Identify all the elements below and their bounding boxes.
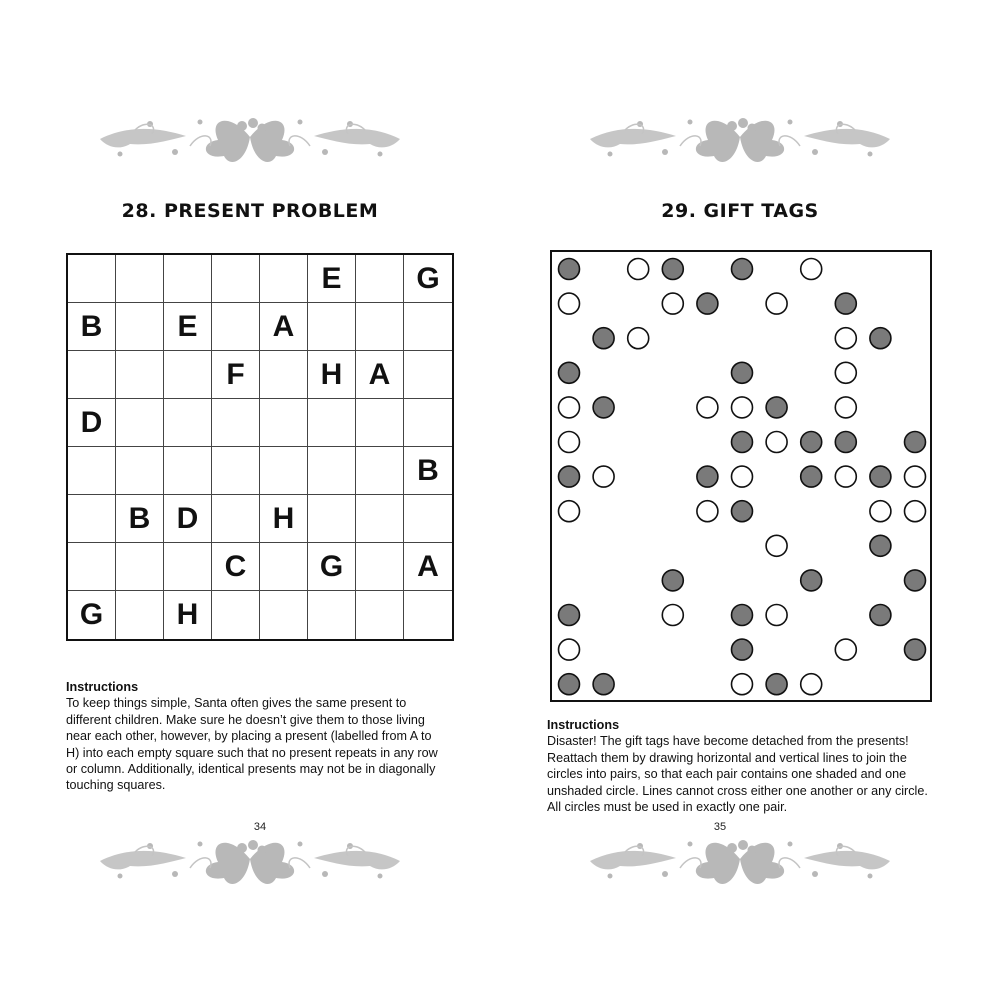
shaded-circle: [559, 674, 580, 695]
grid-cell: [308, 591, 356, 639]
unshaded-circle: [766, 293, 787, 314]
grid-cell: A: [404, 543, 452, 591]
unshaded-circle: [835, 466, 856, 487]
grid-cell: A: [260, 303, 308, 351]
unshaded-circle: [870, 501, 891, 522]
right-page: [500, 0, 1000, 1000]
instruction-line: touching squares.: [66, 778, 166, 793]
shaded-circle: [662, 570, 683, 591]
grid-cell: B: [68, 303, 116, 351]
grid-cell: [260, 591, 308, 639]
unshaded-circle: [801, 259, 822, 280]
grid-cell: A: [356, 351, 404, 399]
shaded-circle: [766, 397, 787, 418]
unshaded-circle: [835, 639, 856, 660]
shaded-circle: [593, 397, 614, 418]
shaded-circle: [905, 639, 926, 660]
grid-cell: B: [404, 447, 452, 495]
unshaded-circle: [732, 397, 753, 418]
holly-ornament-top: [575, 106, 905, 168]
unshaded-circle: [662, 293, 683, 314]
page-number: 35: [713, 821, 727, 833]
shaded-circle: [870, 535, 891, 556]
grid-cell: [260, 351, 308, 399]
unshaded-circle: [559, 293, 580, 314]
instruction-line: Reattach them by drawing horizontal and vertical lines to join the: [547, 750, 907, 765]
grid-cell: [308, 303, 356, 351]
shaded-circle: [905, 570, 926, 591]
instruction-line: To keep things simple, Santa often gives the same present to: [66, 696, 407, 711]
holly-ornament-top: [90, 106, 410, 168]
grid-cell: [164, 255, 212, 303]
unshaded-circle: [766, 535, 787, 556]
unshaded-circle: [905, 466, 926, 487]
page-number: 34: [253, 821, 267, 833]
shaded-circle: [835, 432, 856, 453]
grid-cell: [116, 543, 164, 591]
shaded-circle: [559, 605, 580, 626]
instruction-line: unshaded circle. Lines cannot cross either one another or any circle.: [547, 783, 928, 798]
shaded-circle: [559, 259, 580, 280]
gift-tags-grid: [550, 250, 932, 702]
grid-cell: [356, 399, 404, 447]
instruction-line: circles into pairs, so that each pair contains one shaded and one: [547, 767, 907, 782]
shaded-circle: [766, 674, 787, 695]
unshaded-circle: [559, 397, 580, 418]
unshaded-circle: [662, 605, 683, 626]
shaded-circle: [870, 605, 891, 626]
unshaded-circle: [766, 605, 787, 626]
grid-cell: [68, 543, 116, 591]
unshaded-circle: [732, 466, 753, 487]
grid-cell: [164, 543, 212, 591]
grid-cell: [212, 255, 260, 303]
shaded-circle: [559, 362, 580, 383]
shaded-circle: [697, 293, 718, 314]
grid-cell: [308, 495, 356, 543]
instructions-heading: Instructions: [66, 680, 139, 694]
grid-cell: B: [116, 495, 164, 543]
grid-cell: E: [308, 255, 356, 303]
grid-cell: [116, 351, 164, 399]
instruction-line: Disaster! The gift tags have become detached from the presents!: [547, 734, 909, 749]
grid-cell: H: [260, 495, 308, 543]
puzzle-title: 29. GIFT TAGS: [661, 200, 819, 222]
grid-cell: [260, 447, 308, 495]
grid-cell: [68, 447, 116, 495]
unshaded-circle: [559, 639, 580, 660]
grid-cell: H: [308, 351, 356, 399]
grid-cell: [212, 495, 260, 543]
holly-ornament-bottom: [90, 828, 410, 890]
instruction-line: or column. Additionally, identical presents may not be in diagonally: [66, 762, 436, 777]
grid-cell: [260, 543, 308, 591]
shaded-circle: [870, 328, 891, 349]
shaded-circle: [835, 293, 856, 314]
shaded-circle: [732, 605, 753, 626]
unshaded-circle: [835, 397, 856, 418]
unshaded-circle: [766, 432, 787, 453]
unshaded-circle: [628, 259, 649, 280]
instructions-heading: Instructions: [547, 718, 620, 732]
instruction-line: H) into each empty square such that no present repeats in any row: [66, 745, 438, 760]
grid-cell: [404, 495, 452, 543]
unshaded-circle: [732, 674, 753, 695]
shaded-circle: [593, 674, 614, 695]
shaded-circle: [905, 432, 926, 453]
unshaded-circle: [835, 362, 856, 383]
grid-cell: [260, 399, 308, 447]
grid-cell: [116, 399, 164, 447]
unshaded-circle: [835, 328, 856, 349]
grid-cell: [212, 591, 260, 639]
shaded-circle: [801, 432, 822, 453]
shaded-circle: [801, 466, 822, 487]
instruction-line: All circles must be used in exactly one pair.: [547, 800, 788, 815]
shaded-circle: [732, 639, 753, 660]
grid-cell: G: [308, 543, 356, 591]
grid-cell: [356, 303, 404, 351]
grid-cell: [356, 447, 404, 495]
grid-cell: E: [164, 303, 212, 351]
grid-cell: [116, 591, 164, 639]
grid-cell: [308, 399, 356, 447]
grid-cell: [404, 591, 452, 639]
shaded-circle: [697, 466, 718, 487]
grid-cell: [356, 255, 404, 303]
instructions: [66, 679, 466, 794]
grid-cell: H: [164, 591, 212, 639]
grid-cell: [68, 351, 116, 399]
shaded-circle: [732, 362, 753, 383]
grid-cell: [68, 495, 116, 543]
grid-cell: [404, 399, 452, 447]
unshaded-circle: [801, 674, 822, 695]
grid-cell: [404, 351, 452, 399]
grid-cell: [116, 447, 164, 495]
shaded-circle: [559, 466, 580, 487]
grid-cell: [164, 399, 212, 447]
grid-cell: [68, 255, 116, 303]
grid-cell: [308, 447, 356, 495]
grid-cell: [404, 303, 452, 351]
unshaded-circle: [697, 501, 718, 522]
shaded-circle: [732, 259, 753, 280]
instructions: [547, 717, 947, 815]
grid-cell: [116, 303, 164, 351]
grid-cell: C: [212, 543, 260, 591]
shaded-circle: [870, 466, 891, 487]
present-problem-grid: [66, 253, 454, 641]
shaded-circle: [732, 432, 753, 453]
grid-cell: G: [404, 255, 452, 303]
unshaded-circle: [593, 466, 614, 487]
holly-ornament-bottom: [575, 828, 905, 890]
grid-cell: [356, 591, 404, 639]
grid-cell: F: [212, 351, 260, 399]
unshaded-circle: [697, 397, 718, 418]
instruction-line: near each other, however, by placing a present (labelled from A to: [66, 729, 432, 744]
grid-cell: D: [68, 399, 116, 447]
shaded-circle: [662, 259, 683, 280]
shaded-circle: [732, 501, 753, 522]
grid-cell: [164, 447, 212, 495]
shaded-circle: [593, 328, 614, 349]
unshaded-circle: [628, 328, 649, 349]
grid-cell: [356, 543, 404, 591]
grid-cell: [212, 447, 260, 495]
unshaded-circle: [905, 501, 926, 522]
unshaded-circle: [559, 432, 580, 453]
shaded-circle: [801, 570, 822, 591]
grid-cell: G: [68, 591, 116, 639]
grid-cell: [356, 495, 404, 543]
grid-cell: [116, 255, 164, 303]
instruction-line: different children. Make sure he doesn’t give them to those living: [66, 712, 425, 727]
unshaded-circle: [559, 501, 580, 522]
puzzle-title: 28. PRESENT PROBLEM: [121, 200, 379, 222]
grid-cell: [260, 255, 308, 303]
grid-cell: [164, 351, 212, 399]
grid-cell: [212, 303, 260, 351]
grid-cell: D: [164, 495, 212, 543]
grid-cell: [212, 399, 260, 447]
